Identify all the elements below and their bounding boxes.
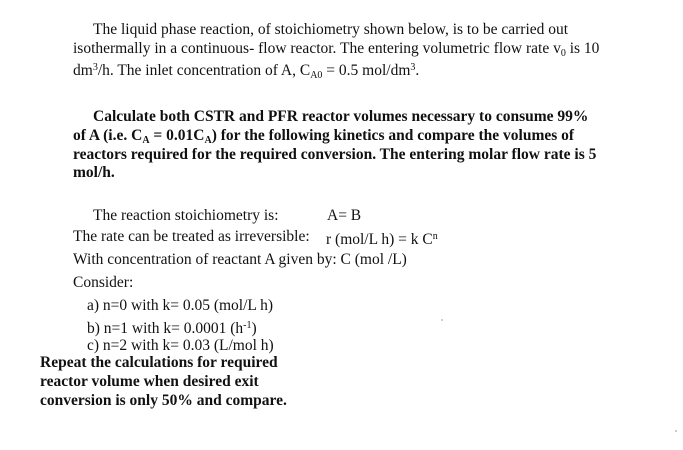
conc-label-text: With concentration of reactant A given by: C (mol /L) <box>73 251 407 268</box>
repeat-text-2: reactor volume when desired exit <box>40 373 259 390</box>
case-a <box>87 297 273 315</box>
intro-text-1: The liquid phase reaction, of stoichiometry shown below, is to be carried out <box>93 21 569 38</box>
case-b-text-a: b) n=1 with k= 0.0001 (h <box>87 320 244 337</box>
intro-text-2a: isothermally in a continuous- flow reactor. The entering volumetric flow rate v <box>73 40 561 57</box>
repeat-line-2 <box>40 373 259 391</box>
intro-sup-3b: 3 <box>410 62 416 73</box>
intro-text-2b: is 10 <box>565 40 600 57</box>
case-a-text: a) n=0 with k= 0.05 (mol/L h) <box>87 297 274 314</box>
intro-line-3 <box>73 59 419 85</box>
task-text-3: reactors required for the required conversion. The entering molar flow rate is 5 <box>73 146 597 163</box>
speck-mark <box>441 319 443 321</box>
intro-line-1 <box>93 21 568 39</box>
task-line-3 <box>73 146 596 164</box>
repeat-text-1: Repeat the calculations for required <box>40 354 278 371</box>
task-text-1: Calculate both CSTR and PFR reactor volumes necessary to consume 99% <box>93 108 589 125</box>
stoichiometry-label <box>93 207 279 225</box>
repeat-line-3 <box>40 392 287 410</box>
task-line-4 <box>73 164 115 182</box>
case-b-text-b: ) <box>251 320 257 337</box>
task-text-2a: of A (i.e. C <box>73 127 143 144</box>
consider-text: Consider: <box>73 274 134 291</box>
speck-mark <box>675 430 677 432</box>
case-c-text: c) n=2 with k= 0.03 (L/mol h) <box>87 337 274 354</box>
rate-law-expression <box>326 228 438 249</box>
rate-expr-text: r (mol/L h) = k C <box>326 231 433 248</box>
concentration-line <box>73 251 407 269</box>
intro-sub-a0: A0 <box>310 70 323 81</box>
task-line-1 <box>93 108 588 126</box>
rate-label-text: The rate can be treated as irreversible: <box>73 228 310 245</box>
rate-law-line <box>73 228 310 246</box>
stoichiometry-value <box>327 207 361 225</box>
intro-text-3b: /h. The inlet concentration of A, C <box>97 62 311 79</box>
task-sub-a2: A <box>204 135 212 146</box>
task-sub-a1: A <box>142 135 150 146</box>
case-c <box>87 337 274 355</box>
repeat-text-3: conversion is only 50% and compare. <box>40 392 287 409</box>
intro-text-3c: = 0.5 mol/dm <box>322 62 411 79</box>
intro-text-3a: dm <box>73 62 93 79</box>
intro-sub-v0: 0 <box>560 48 566 59</box>
task-text-2b: = 0.01C <box>149 127 205 144</box>
intro-sup-3: 3 <box>92 62 98 73</box>
intro-text-3d: . <box>415 62 420 79</box>
case-b <box>87 317 257 338</box>
consider-label <box>73 274 133 292</box>
stoich-value-text: A= B <box>327 207 362 224</box>
repeat-line-1 <box>40 354 278 372</box>
rate-exponent: n <box>432 231 438 242</box>
task-text-4: mol/h. <box>73 164 115 181</box>
stoich-label-text: The reaction stoichiometry is: <box>93 207 279 224</box>
case-b-sup: -1 <box>243 320 252 331</box>
task-text-2c: ) for the following kinetics and compare the volumes of <box>211 127 575 144</box>
